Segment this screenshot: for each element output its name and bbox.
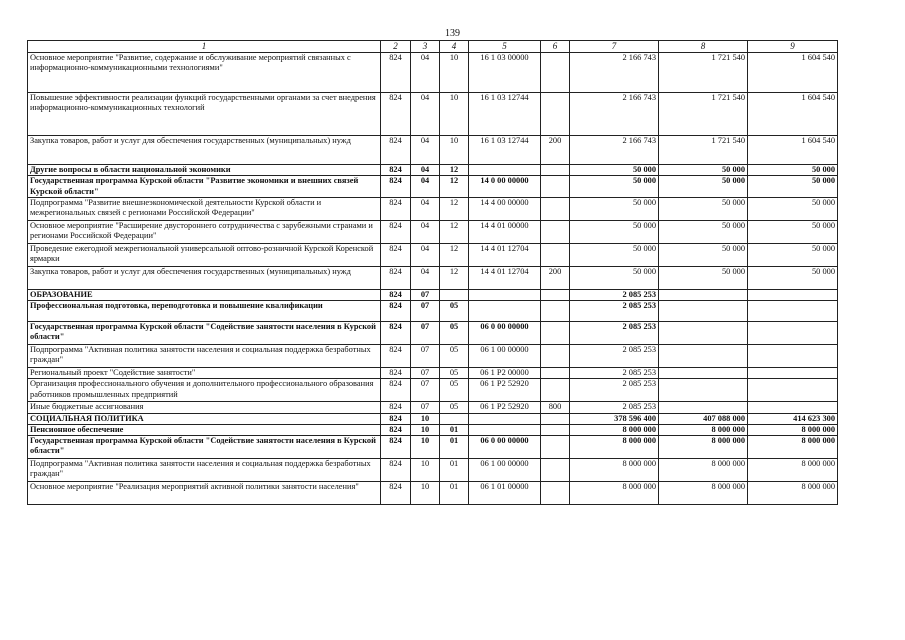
amount-year1-cell: 2 085 253	[570, 379, 659, 402]
row-name-cell: Государственная программа Курской области "Содействие занятости населения в Курской области"	[28, 322, 381, 345]
expense-type-cell	[541, 379, 570, 402]
amount-year1-cell: 2 166 743	[570, 53, 659, 93]
subsection-code-cell: 10	[440, 53, 469, 93]
row-name-cell: СОЦИАЛЬНАЯ ПОЛИТИКА	[28, 413, 381, 424]
ministry-code-cell: 824	[381, 165, 411, 176]
row-name-cell: Основное мероприятие "Развитие, содержание и обслуживание мероприятий связанных с информационно-коммуникационными технологиями"	[28, 53, 381, 93]
column-number-row	[28, 41, 838, 53]
target-article-cell: 16 1 03 12744	[469, 136, 541, 165]
table-row	[28, 459, 838, 482]
ministry-code-cell: 824	[381, 53, 411, 93]
amount-year3-cell: 8 000 000	[748, 482, 838, 505]
table-body	[28, 53, 838, 505]
amount-year1-cell: 2 085 253	[570, 368, 659, 379]
amount-year1-cell: 50 000	[570, 220, 659, 243]
expense-type-cell	[541, 165, 570, 176]
expense-type-cell	[541, 368, 570, 379]
section-code-cell: 10	[411, 482, 440, 505]
amount-year2-cell: 8 000 000	[659, 424, 748, 435]
section-code-cell: 04	[411, 93, 440, 136]
section-code-cell: 07	[411, 368, 440, 379]
table-row	[28, 402, 838, 413]
subsection-code-cell: 12	[440, 197, 469, 220]
amount-year2-cell: 50 000	[659, 266, 748, 289]
amount-year2-cell	[659, 322, 748, 345]
amount-year1-cell: 2 085 253	[570, 289, 659, 300]
ministry-code-cell: 824	[381, 413, 411, 424]
table-row	[28, 220, 838, 243]
expense-type-cell	[541, 424, 570, 435]
amount-year3-cell: 50 000	[748, 176, 838, 198]
amount-year3-cell: 8 000 000	[748, 459, 838, 482]
table-row	[28, 322, 838, 345]
section-code-cell: 04	[411, 220, 440, 243]
subsection-code-cell: 12	[440, 243, 469, 266]
ministry-code-cell: 824	[381, 301, 411, 322]
amount-year1-cell: 378 596 400	[570, 413, 659, 424]
subsection-code-cell	[440, 289, 469, 300]
ministry-code-cell: 824	[381, 459, 411, 482]
section-code-cell: 07	[411, 379, 440, 402]
column-header: 5	[469, 41, 541, 53]
amount-year3-cell: 1 604 540	[748, 136, 838, 165]
table-row	[28, 243, 838, 266]
amount-year2-cell	[659, 379, 748, 402]
expense-type-cell	[541, 197, 570, 220]
table-row	[28, 93, 838, 136]
amount-year1-cell: 50 000	[570, 243, 659, 266]
budget-table	[27, 40, 838, 505]
column-header: 2	[381, 41, 411, 53]
row-name-cell: Организация профессионального обучения и дополнительного профессионального образования работников промышленных предприятий	[28, 379, 381, 402]
target-article-cell: 06 1 00 00000	[469, 345, 541, 368]
row-name-cell: Закупка товаров, работ и услуг для обеспечения государственных (муниципальных) нужд	[28, 136, 381, 165]
ministry-code-cell: 824	[381, 368, 411, 379]
target-article-cell: 06 1 00 00000	[469, 459, 541, 482]
expense-type-cell	[541, 243, 570, 266]
row-name-cell: Повышение эффективности реализации функций государственными органами за счет внедрения информационно-коммуникационных технологий	[28, 93, 381, 136]
ministry-code-cell: 824	[381, 136, 411, 165]
row-name-cell: Основное мероприятие "Расширение двустороннего сотрудничества с зарубежными странами и регионами Российской Федерации"	[28, 220, 381, 243]
subsection-code-cell: 05	[440, 345, 469, 368]
subsection-code-cell: 05	[440, 402, 469, 413]
subsection-code-cell: 01	[440, 459, 469, 482]
expense-type-cell: 200	[541, 136, 570, 165]
subsection-code-cell: 05	[440, 322, 469, 345]
target-article-cell: 14 4 01 00000	[469, 220, 541, 243]
table-row	[28, 436, 838, 459]
section-code-cell: 07	[411, 322, 440, 345]
table-row	[28, 289, 838, 300]
expense-type-cell	[541, 413, 570, 424]
ministry-code-cell: 824	[381, 424, 411, 435]
row-name-cell: Основное мероприятие "Реализация мероприятий активной политики занятости населения"	[28, 482, 381, 505]
table-row	[28, 379, 838, 402]
amount-year3-cell	[748, 322, 838, 345]
amount-year1-cell: 8 000 000	[570, 424, 659, 435]
row-name-cell: Пенсионное обеспечение	[28, 424, 381, 435]
ministry-code-cell: 824	[381, 402, 411, 413]
expense-type-cell: 200	[541, 266, 570, 289]
subsection-code-cell: 10	[440, 136, 469, 165]
row-name-cell: Государственная программа Курской области "Содействие занятости населения в Курской области"	[28, 436, 381, 459]
subsection-code-cell: 12	[440, 266, 469, 289]
amount-year2-cell: 50 000	[659, 176, 748, 198]
target-article-cell: 06 1 P2 52920	[469, 402, 541, 413]
table-row	[28, 266, 838, 289]
target-article-cell	[469, 165, 541, 176]
section-code-cell: 04	[411, 136, 440, 165]
ministry-code-cell: 824	[381, 176, 411, 198]
column-header: 7	[570, 41, 659, 53]
amount-year2-cell	[659, 289, 748, 300]
subsection-code-cell: 10	[440, 93, 469, 136]
row-name-cell: Подпрограмма "Активная политика занятости населения и социальная поддержка безработных граждан"	[28, 345, 381, 368]
target-article-cell: 16 1 03 00000	[469, 53, 541, 93]
expense-type-cell	[541, 93, 570, 136]
amount-year2-cell: 50 000	[659, 165, 748, 176]
section-code-cell: 10	[411, 424, 440, 435]
column-header: 8	[659, 41, 748, 53]
ministry-code-cell: 824	[381, 197, 411, 220]
amount-year3-cell	[748, 345, 838, 368]
amount-year3-cell	[748, 379, 838, 402]
amount-year3-cell: 8 000 000	[748, 424, 838, 435]
amount-year1-cell: 2 085 253	[570, 301, 659, 322]
ministry-code-cell: 824	[381, 243, 411, 266]
expense-type-cell	[541, 53, 570, 93]
amount-year1-cell: 2 166 743	[570, 136, 659, 165]
amount-year3-cell	[748, 402, 838, 413]
amount-year3-cell: 8 000 000	[748, 436, 838, 459]
amount-year1-cell: 50 000	[570, 266, 659, 289]
table-row	[28, 176, 838, 198]
expense-type-cell	[541, 220, 570, 243]
amount-year1-cell: 2 085 253	[570, 345, 659, 368]
ministry-code-cell: 824	[381, 482, 411, 505]
subsection-code-cell: 12	[440, 176, 469, 198]
row-name-cell: Профессиональная подготовка, переподготовка и повышение квалификации	[28, 301, 381, 322]
subsection-code-cell: 05	[440, 301, 469, 322]
amount-year3-cell: 1 604 540	[748, 53, 838, 93]
amount-year3-cell	[748, 301, 838, 322]
table-row	[28, 136, 838, 165]
amount-year3-cell: 1 604 540	[748, 93, 838, 136]
subsection-code-cell: 01	[440, 424, 469, 435]
amount-year2-cell: 8 000 000	[659, 459, 748, 482]
amount-year3-cell: 414 623 300	[748, 413, 838, 424]
target-article-cell: 06 1 P2 52920	[469, 379, 541, 402]
section-code-cell: 07	[411, 301, 440, 322]
expense-type-cell: 800	[541, 402, 570, 413]
table-row	[28, 53, 838, 93]
ministry-code-cell: 824	[381, 220, 411, 243]
amount-year2-cell	[659, 368, 748, 379]
section-code-cell: 10	[411, 459, 440, 482]
ministry-code-cell: 824	[381, 93, 411, 136]
target-article-cell: 14 0 00 00000	[469, 176, 541, 198]
expense-type-cell	[541, 322, 570, 345]
amount-year3-cell	[748, 289, 838, 300]
section-code-cell: 04	[411, 53, 440, 93]
row-name-cell: Подпрограмма "Развитие внешнеэкономической деятельности Курской области и межрегиональных связей с регионами Российской Федерации"	[28, 197, 381, 220]
amount-year2-cell: 8 000 000	[659, 436, 748, 459]
amount-year1-cell: 50 000	[570, 176, 659, 198]
amount-year1-cell: 50 000	[570, 165, 659, 176]
table-row	[28, 424, 838, 435]
amount-year2-cell: 1 721 540	[659, 53, 748, 93]
page-number: 139	[445, 28, 460, 39]
amount-year3-cell: 50 000	[748, 243, 838, 266]
table-row	[28, 301, 838, 322]
subsection-code-cell: 01	[440, 436, 469, 459]
subsection-code-cell: 01	[440, 482, 469, 505]
section-code-cell: 10	[411, 413, 440, 424]
amount-year2-cell	[659, 402, 748, 413]
amount-year3-cell: 50 000	[748, 220, 838, 243]
amount-year1-cell: 50 000	[570, 197, 659, 220]
target-article-cell: 14 4 01 12704	[469, 266, 541, 289]
row-name-cell: Другие вопросы в области национальной экономики	[28, 165, 381, 176]
expense-type-cell	[541, 482, 570, 505]
row-name-cell: Подпрограмма "Активная политика занятости населения и социальная поддержка безработных граждан"	[28, 459, 381, 482]
section-code-cell: 07	[411, 289, 440, 300]
section-code-cell: 07	[411, 402, 440, 413]
subsection-code-cell	[440, 413, 469, 424]
column-header: 3	[411, 41, 440, 53]
column-header: 9	[748, 41, 838, 53]
row-name-cell: ОБРАЗОВАНИЕ	[28, 289, 381, 300]
amount-year1-cell: 2 085 253	[570, 322, 659, 345]
expense-type-cell	[541, 345, 570, 368]
column-header: 4	[440, 41, 469, 53]
target-article-cell	[469, 424, 541, 435]
amount-year3-cell: 50 000	[748, 266, 838, 289]
column-header: 6	[541, 41, 570, 53]
expense-type-cell	[541, 176, 570, 198]
subsection-code-cell: 05	[440, 379, 469, 402]
row-name-cell: Иные бюджетные ассигнования	[28, 402, 381, 413]
amount-year2-cell: 1 721 540	[659, 93, 748, 136]
expense-type-cell	[541, 459, 570, 482]
ministry-code-cell: 824	[381, 289, 411, 300]
section-code-cell: 04	[411, 266, 440, 289]
target-article-cell	[469, 301, 541, 322]
target-article-cell: 06 0 00 00000	[469, 322, 541, 345]
column-header: 1	[28, 41, 381, 53]
row-name-cell: Проведение ежегодной межрегиональной универсальной оптово-розничной Курской Коренской ярмарки	[28, 243, 381, 266]
target-article-cell: 14 4 01 12704	[469, 243, 541, 266]
amount-year1-cell: 8 000 000	[570, 459, 659, 482]
target-article-cell: 06 0 00 00000	[469, 436, 541, 459]
target-article-cell: 06 1 P2 00000	[469, 368, 541, 379]
table-row	[28, 345, 838, 368]
ministry-code-cell: 824	[381, 345, 411, 368]
row-name-cell: Региональный проект "Содействие занятости"	[28, 368, 381, 379]
ministry-code-cell: 824	[381, 266, 411, 289]
target-article-cell: 14 4 00 00000	[469, 197, 541, 220]
amount-year1-cell: 2 085 253	[570, 402, 659, 413]
amount-year2-cell	[659, 345, 748, 368]
amount-year1-cell: 2 166 743	[570, 93, 659, 136]
row-name-cell: Закупка товаров, работ и услуг для обеспечения государственных (муниципальных) нужд	[28, 266, 381, 289]
ministry-code-cell: 824	[381, 322, 411, 345]
section-code-cell: 04	[411, 197, 440, 220]
section-code-cell: 07	[411, 345, 440, 368]
table-row	[28, 197, 838, 220]
amount-year2-cell: 50 000	[659, 220, 748, 243]
expense-type-cell	[541, 436, 570, 459]
target-article-cell	[469, 289, 541, 300]
section-code-cell: 04	[411, 165, 440, 176]
amount-year2-cell: 50 000	[659, 243, 748, 266]
amount-year2-cell: 8 000 000	[659, 482, 748, 505]
amount-year1-cell: 8 000 000	[570, 436, 659, 459]
row-name-cell: Государственная программа Курской области "Развитие экономики и внешних связей Курской области"	[28, 176, 381, 198]
amount-year3-cell: 50 000	[748, 165, 838, 176]
subsection-code-cell: 12	[440, 165, 469, 176]
subsection-code-cell: 05	[440, 368, 469, 379]
ministry-code-cell: 824	[381, 379, 411, 402]
section-code-cell: 10	[411, 436, 440, 459]
amount-year1-cell: 8 000 000	[570, 482, 659, 505]
table-row	[28, 413, 838, 424]
section-code-cell: 04	[411, 243, 440, 266]
amount-year2-cell: 407 088 000	[659, 413, 748, 424]
amount-year2-cell: 50 000	[659, 197, 748, 220]
target-article-cell	[469, 413, 541, 424]
section-code-cell: 04	[411, 176, 440, 198]
amount-year2-cell	[659, 301, 748, 322]
target-article-cell: 16 1 03 12744	[469, 93, 541, 136]
table-row	[28, 165, 838, 176]
ministry-code-cell: 824	[381, 436, 411, 459]
expense-type-cell	[541, 301, 570, 322]
amount-year2-cell: 1 721 540	[659, 136, 748, 165]
amount-year3-cell	[748, 368, 838, 379]
expense-type-cell	[541, 289, 570, 300]
target-article-cell: 06 1 01 00000	[469, 482, 541, 505]
table-row	[28, 368, 838, 379]
amount-year3-cell: 50 000	[748, 197, 838, 220]
subsection-code-cell: 12	[440, 220, 469, 243]
table-row	[28, 482, 838, 505]
